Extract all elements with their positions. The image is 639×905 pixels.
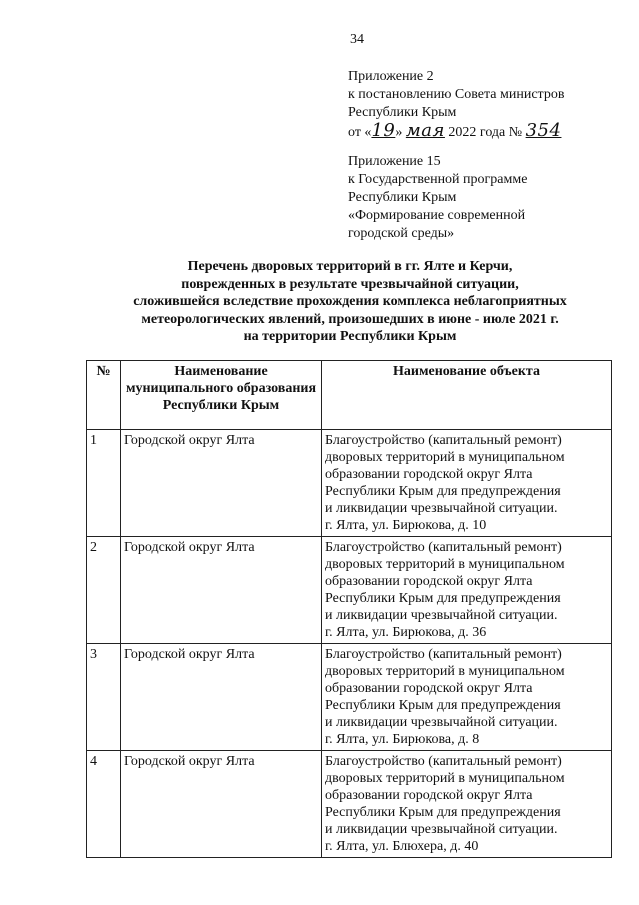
object-line: и ликвидации чрезвычайной ситуации. — [325, 822, 558, 837]
cell-municipality: Городской округ Ялта — [121, 537, 322, 644]
table-row — [87, 644, 612, 751]
document-title — [80, 258, 620, 346]
cell-object — [322, 430, 612, 537]
annex-resolution-date-line — [348, 122, 564, 142]
cell-municipality: Городской округ Ялта — [121, 644, 322, 751]
handwritten-day: 19 — [371, 120, 396, 141]
object-line: образовании городской округ Ялта — [325, 574, 533, 589]
object-line: и ликвидации чрезвычайной ситуации. — [325, 608, 558, 623]
title-line: поврежденных в результате чрезвычайной ситуации, — [181, 276, 519, 292]
annex-program-block — [348, 153, 527, 243]
object-line: дворовых территорий в муниципальном — [325, 771, 565, 786]
title-line: сложившейся вследствие прохождения комплекса неблагоприятных — [133, 294, 567, 309]
object-line: г. Ялта, ул. Блюхера, д. 40 — [325, 839, 479, 854]
title-line: Перечень дворовых территорий в гг. Ялте и Керчи, — [187, 259, 513, 274]
object-line: г. Ялта, ул. Бирюкова, д. 8 — [325, 732, 480, 747]
annex-resolution-line: к постановлению Совета министров — [348, 87, 565, 102]
handwritten-number: 354 — [525, 120, 562, 141]
cell-municipality: Городской округ Ялта — [121, 430, 322, 537]
table-header-row — [87, 361, 612, 430]
header-municipality: Наименование муниципального образования Республики Крым — [121, 361, 322, 430]
date-mid: » — [395, 125, 403, 140]
object-line: Благоустройство (капитальный ремонт) — [325, 754, 562, 769]
cell-municipality: Городской округ Ялта — [121, 751, 322, 858]
annex-program-line: Республики Крым — [348, 190, 457, 205]
object-line: г. Ялта, ул. Бирюкова, д. 10 — [325, 518, 487, 533]
object-line: Благоустройство (капитальный ремонт) — [325, 540, 562, 555]
object-line: дворовых территорий в муниципальном — [325, 450, 565, 465]
handwritten-month: мая — [405, 120, 445, 141]
table-row — [87, 751, 612, 858]
cell-num: 1 — [87, 430, 121, 537]
date-suffix: 2022 года № — [448, 125, 523, 140]
annex-resolution-line: Приложение 2 — [348, 69, 434, 84]
object-line: дворовых территорий в муниципальном — [325, 557, 565, 572]
territories-table — [86, 360, 612, 858]
title-line: метеорологических явлений, произошедших в июне - июле 2021 г. — [141, 311, 559, 327]
header-object: Наименование объекта — [322, 361, 612, 430]
object-line: Республики Крым для предупреждения — [325, 698, 561, 713]
object-line: и ликвидации чрезвычайной ситуации. — [325, 715, 558, 730]
cell-object — [322, 537, 612, 644]
cell-num: 4 — [87, 751, 121, 858]
table-row — [87, 430, 612, 537]
object-line: Благоустройство (капитальный ремонт) — [325, 433, 562, 448]
cell-num: 2 — [87, 537, 121, 644]
cell-object — [322, 751, 612, 858]
annex-resolution-block — [348, 68, 564, 142]
header-num: № — [87, 361, 121, 430]
object-line: Республики Крым для предупреждения — [325, 591, 561, 606]
annex-resolution-line: Республики Крым — [348, 105, 457, 120]
annex-program-line: к Государственной программе — [348, 172, 528, 187]
title-line: на территории Республики Крым — [243, 329, 457, 344]
annex-program-line: Приложение 15 — [348, 154, 441, 169]
object-line: образовании городской округ Ялта — [325, 788, 533, 803]
table-row — [87, 537, 612, 644]
object-line: дворовых территорий в муниципальном — [325, 664, 565, 679]
object-line: образовании городской округ Ялта — [325, 681, 533, 696]
object-line: Благоустройство (капитальный ремонт) — [325, 647, 562, 662]
page-number: 34 — [350, 32, 364, 47]
annex-program-line: городской среды» — [348, 226, 455, 241]
object-line: и ликвидации чрезвычайной ситуации. — [325, 501, 558, 516]
object-line: образовании городской округ Ялта — [325, 467, 533, 482]
object-line: Республики Крым для предупреждения — [325, 805, 561, 820]
object-line: Республики Крым для предупреждения — [325, 484, 561, 499]
date-prefix: от « — [348, 125, 372, 140]
object-line: г. Ялта, ул. Бирюкова, д. 36 — [325, 625, 487, 640]
cell-object — [322, 644, 612, 751]
annex-program-line: «Формирование современной — [348, 208, 526, 223]
cell-num: 3 — [87, 644, 121, 751]
